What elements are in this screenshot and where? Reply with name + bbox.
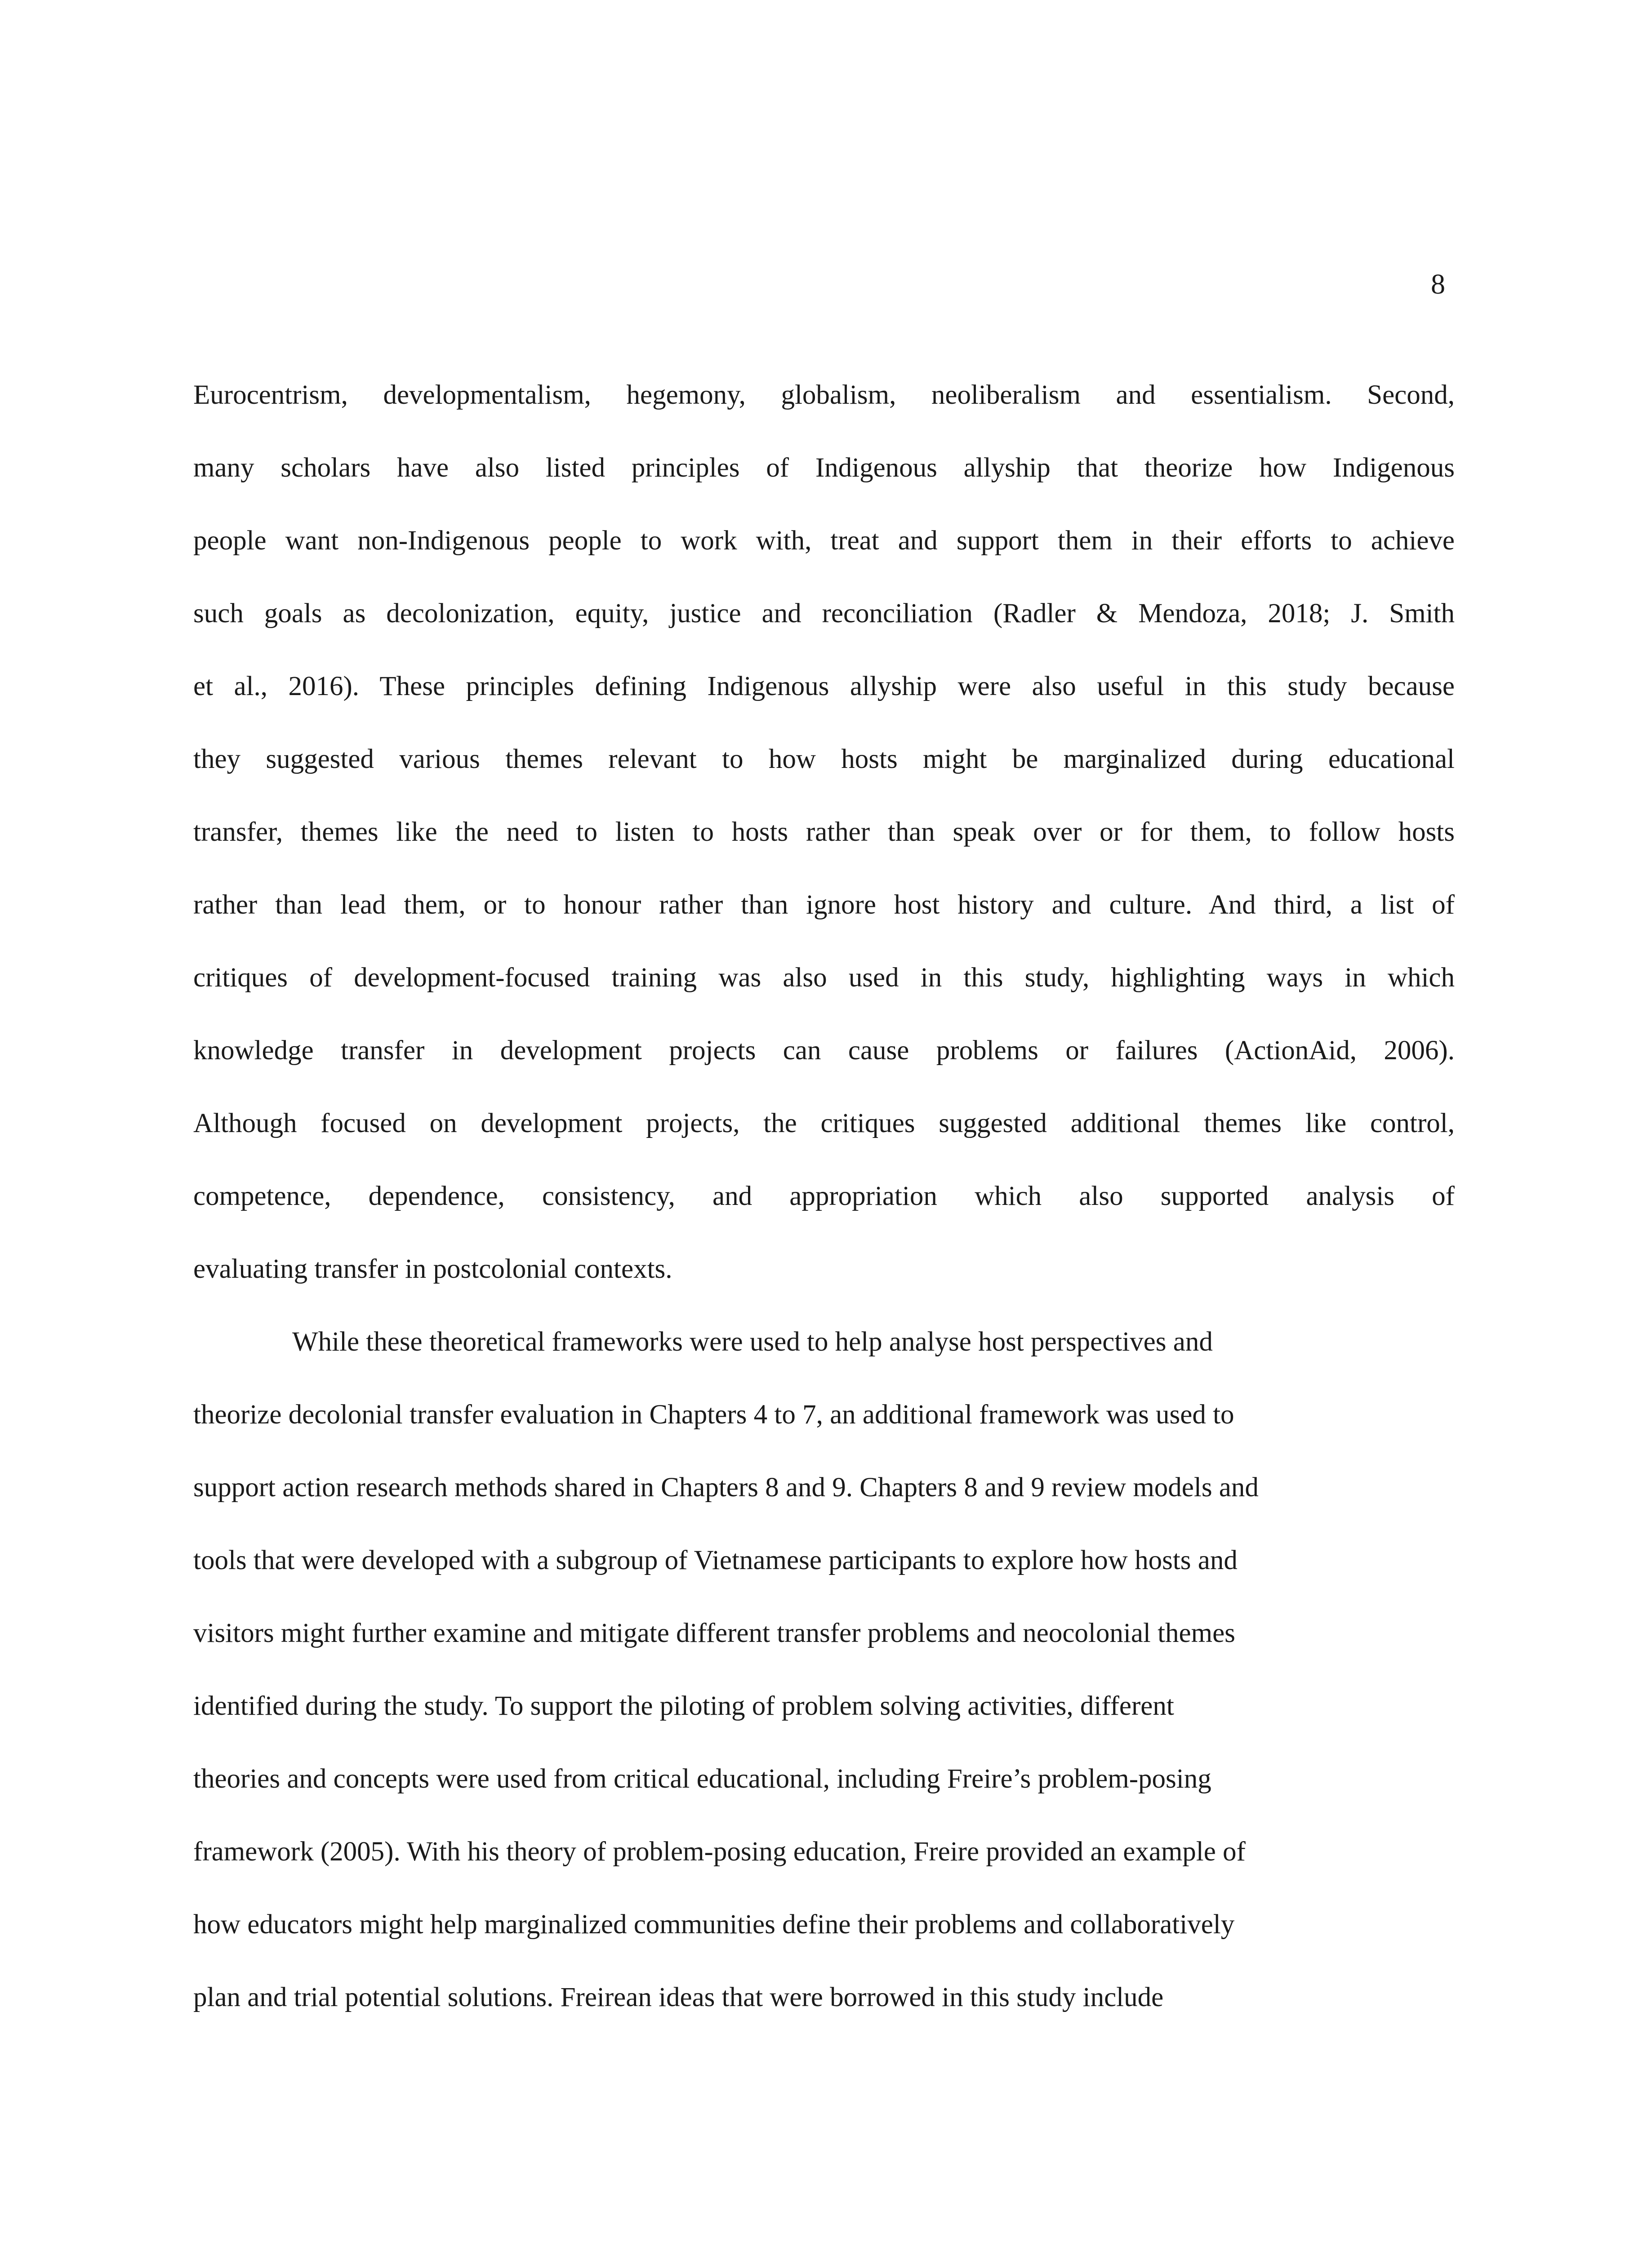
text-line: transfer, themes like the need to listen to hosts rather than speak over or for them, to follow hosts: [193, 817, 1455, 847]
text-line: et al., 2016). These principles defining Indigenous allyship were also useful in this study because: [193, 671, 1455, 701]
text-line: framework (2005). With his theory of problem-posing education, Freire provided an example of: [193, 1837, 1246, 1867]
text-line: they suggested various themes relevant to how hosts might be marginalized during educational: [193, 744, 1455, 774]
text-line: evaluating transfer in postcolonial contexts.: [193, 1254, 672, 1284]
text-line: critiques of development-focused training was also used in this study, highlighting ways in which: [193, 963, 1455, 993]
text-line: knowledge transfer in development projects can cause problems or failures (ActionAid, 2006).: [193, 1035, 1455, 1066]
text-line: While these theoretical frameworks were used to help analyse host perspectives and: [292, 1327, 1213, 1357]
text-line: theorize decolonial transfer evaluation in Chapters 4 to 7, an additional framework was used to: [193, 1400, 1234, 1430]
text-line: plan and trial potential solutions. Freirean ideas that were borrowed in this study include: [193, 1982, 1164, 2012]
text-line: people want non-Indigenous people to work with, treat and support them in their efforts to achieve: [193, 526, 1455, 556]
text-line: rather than lead them, or to honour rather than ignore host history and culture. And third, a list of: [193, 890, 1455, 920]
text-line: identified during the study. To support the piloting of problem solving activities, different: [193, 1691, 1174, 1721]
text-line: Although focused on development projects, the critiques suggested additional themes like control,: [193, 1108, 1455, 1138]
body-text: [193, 359, 1455, 2034]
text-line: competence, dependence, consistency, and appropriation which also supported analysis of: [193, 1181, 1455, 1211]
text-line: how educators might help marginalized communities define their problems and collaboratively: [193, 1909, 1235, 1940]
text-line: theories and concepts were used from critical educational, including Freire’s problem-posing: [193, 1764, 1211, 1794]
page-number: 8: [1431, 268, 1445, 300]
text-line: visitors might further examine and mitigate different transfer problems and neocolonial themes: [193, 1618, 1235, 1648]
text-line: support action research methods shared in Chapters 8 and 9. Chapters 8 and 9 review models and: [193, 1472, 1259, 1503]
paragraph-1: [193, 359, 1455, 1306]
paragraph-2: [193, 1306, 1455, 2034]
text-line: tools that were developed with a subgroup of Vietnamese participants to explore how hosts and: [193, 1545, 1238, 1575]
text-line: Eurocentrism, developmentalism, hegemony, globalism, neoliberalism and essentialism. Second,: [193, 380, 1455, 410]
text-line: many scholars have also listed principles of Indigenous allyship that theorize how Indigenous: [193, 453, 1455, 483]
text-line: such goals as decolonization, equity, justice and reconciliation (Radler & Mendoza, 2018; J. Smith: [193, 598, 1455, 629]
